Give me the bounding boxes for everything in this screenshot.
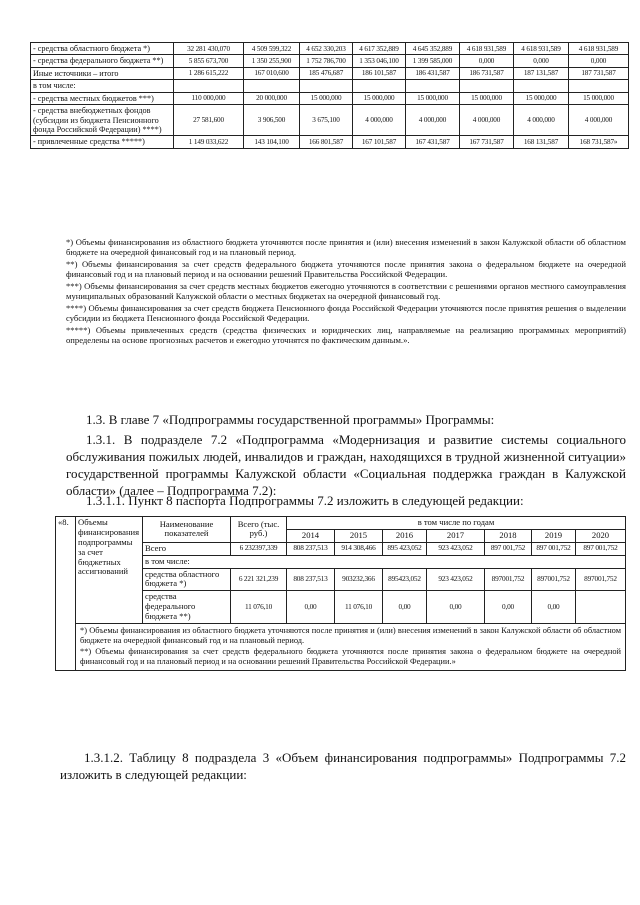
value-cell: 187 731,587 [569,67,629,79]
value-cell: 167 731,587 [460,136,514,148]
value-cell: 0,00 [287,591,335,624]
value-cell: 4 000,000 [569,105,629,136]
value-cell: 4 000,000 [460,105,514,136]
value-cell: 4 618 931,589 [460,43,514,55]
value-cell: 923 423,052 [427,542,485,555]
value-cell: 914 308,466 [335,542,383,555]
item-title: Объемы финансирования подпрограммы за счет бюджетных ассигнований [76,517,143,624]
value-cell: 903232,366 [335,568,383,591]
paragraph-1-3: 1.3. В главе 7 «Подпрограммы государственной программы» Программы: [86,412,495,427]
value-cell: 808 237,513 [287,568,335,591]
footnote: *) Объемы финансирования из областного бюджета уточняются после принятия и (или) внесения изменений в закон Калужской области об областном бюджете на очередной финансовый год и на плановый период. [66,237,626,258]
year-header: 2016 [383,529,427,542]
paragraph-1-3-1: 1.3.1. В подразделе 7.2 «Подпрограмма «Модернизация и развитие системы социального обслуживания пожилых людей, инвалидов и граждан, находящихся в трудной жизненной ситуации» государственной программы Калужской области «Социальная поддержка граждан в Калужской области» (далее – Подпрограмма 7.2): [66,432,626,498]
value-cell: 4 000,000 [514,105,569,136]
footnote: *****) Объемы привлеченных средств (средства физических и юридических лиц, направляемые на реализацию программных мероприятий) определены на основе прогнозных расчетов и ежегодно уточнятся по фактическим данным.». [66,324,626,346]
value-cell: 0,00 [383,591,427,624]
year-header: 2015 [335,529,383,542]
value-cell: 15 000,000 [406,92,460,104]
value-cell: 187 131,587 [514,67,569,79]
footnotes-block [66,237,626,347]
value-cell: 15 000,000 [300,92,353,104]
value-cell: 27 581,600 [174,105,244,136]
item-number: «8. [56,517,76,671]
value-cell: 1 149 033,622 [174,136,244,148]
value-cell: 4 000,000 [353,105,406,136]
header-name: Наименование показателей [143,517,231,543]
value-cell: 4 509 599,322 [244,43,300,55]
value-cell: 185 476,687 [300,67,353,79]
footnote: ***) Объемы финансирования за счет средств местных бюджетов ежегодно уточняются в соответствии с решениями органов местного самоуправления муниципальных образований Калужской области о местных бюджетах на очередной финансовый год. [66,280,626,302]
value-cell: 897 001,752 [485,542,532,555]
row-label: средства областного бюджета *) [143,568,231,591]
value-cell: 895 423,052 [383,542,427,555]
value-cell: 15 000,000 [460,92,514,104]
value-cell: 4 618 931,589 [569,43,629,55]
table-row [31,92,629,104]
row-label: - средства федерального бюджета **) [31,55,174,67]
value-cell [353,80,406,92]
row-label: Иные источники – итого [31,67,174,79]
value-cell: 4 617 352,889 [353,43,406,55]
value-cell: 166 801,587 [300,136,353,148]
value-cell: 4 618 931,589 [514,43,569,55]
value-cell: 1 752 786,700 [300,55,353,67]
row-label: в том числе: [31,80,174,92]
row-label: - средства областного бюджета *) [31,43,174,55]
row-label: - привлеченные средства *****) [31,136,174,148]
footnote: ****) Объемы финансирования за счет средств бюджета Пенсионного фонда Российской Федерации уточняются после принятия решения о выделении субсидии из бюджета Пенсионного фонда Российской Федерации. [66,302,626,324]
value-cell: 110 000,000 [174,92,244,104]
year-header: 2018 [485,529,532,542]
value-cell [460,80,514,92]
value-cell: 0,000 [460,55,514,67]
value-cell: 186 431,587 [406,67,460,79]
value-cell: 186 731,587 [460,67,514,79]
value-cell: 4 000,000 [406,105,460,136]
value-cell: 3 675,100 [300,105,353,136]
value-cell [174,80,244,92]
passport-item-8-table [55,516,626,671]
value-cell: 167 101,587 [353,136,406,148]
value-cell: 1 353 046,100 [353,55,406,67]
value-cell: 186 101,587 [353,67,406,79]
value-cell [244,80,300,92]
value-cell: 32 281 430,070 [174,43,244,55]
year-header: 2014 [287,529,335,542]
footnote: **) Объемы финансирования за счет средств федерального бюджета уточняются после принятия закона о федеральном бюджете на очередной финансовый год и на плановый период и на основании решений Правительства Российской Федерации.» [80,647,621,667]
value-cell: 11 076,10 [335,591,383,624]
value-cell [569,80,629,92]
value-cell: 168 131,587 [514,136,569,148]
value-cell: 5 855 673,700 [174,55,244,67]
row-label: средства федерального бюджета **) [143,591,231,624]
value-cell: 897001,752 [576,568,626,591]
value-cell: 897 001,752 [532,542,576,555]
value-cell: 20 000,000 [244,92,300,104]
table-row [31,55,629,67]
header-years: в том числе по годам [287,517,626,530]
value-cell: 4 652 330,203 [300,43,353,55]
value-cell: 143 104,100 [244,136,300,148]
value-cell: 11 076,10 [231,591,287,624]
year-header: 2020 [576,529,626,542]
value-cell: 923 423,052 [427,568,485,591]
footnote: **) Объемы финансирования за счет средств федерального бюджета уточняются после принятия закона о федеральном бюджете на очередной финансовый год и на плановый период и на основании решений Правительства Российской Федерации. [66,258,626,280]
value-cell: 0,000 [569,55,629,67]
table-row [31,136,629,148]
footnote: *) Объемы финансирования из областного бюджета уточняются после принятия и (или) внесения изменений в закон Калужской области об областном бюджете на очередной финансовый год и на плановый период. [80,625,621,645]
value-cell: 1 399 585,000 [406,55,460,67]
incl-label: в том числе: [143,555,626,568]
table-row [31,105,629,136]
header-total: Всего (тыс. руб.) [231,517,287,543]
value-cell: 0,00 [427,591,485,624]
value-cell [406,80,460,92]
year-header: 2019 [532,529,576,542]
paragraph-1-3-1-2: 1.3.1.2. Таблицу 8 подраздела 3 «Объем финансирования подпрограммы» Подпрограммы 7.2 изложить в следующей редакции: [60,750,626,782]
financing-table-continued [30,42,629,149]
row-label: Всего [143,542,231,555]
value-cell: 6 232397,339 [231,542,287,555]
value-cell: 3 906,500 [244,105,300,136]
table2-footnotes [76,623,626,670]
table-row [31,43,629,55]
value-cell: 1 350 255,900 [244,55,300,67]
value-cell: 0,00 [532,591,576,624]
value-cell [576,591,626,624]
table-row [31,80,629,92]
value-cell: 15 000,000 [514,92,569,104]
value-cell: 808 237,513 [287,542,335,555]
value-cell: 15 000,000 [353,92,406,104]
value-cell: 897001,752 [485,568,532,591]
value-cell: 897001,752 [532,568,576,591]
row-label: - средства местных бюджетов ***) [31,92,174,104]
value-cell: 167 010,600 [244,67,300,79]
paragraph-1-3-1-1: 1.3.1.1. Пункт 8 паспорта Подпрограммы 7.2 изложить в следующей редакции: [86,493,524,508]
value-cell: 0,00 [485,591,532,624]
table-row [31,67,629,79]
value-cell: 1 286 615,222 [174,67,244,79]
value-cell: 168 731,587» [569,136,629,148]
value-cell: 897 001,752 [576,542,626,555]
value-cell: 6 221 321,239 [231,568,287,591]
value-cell: 4 645 352,889 [406,43,460,55]
year-header: 2017 [427,529,485,542]
value-cell [300,80,353,92]
value-cell: 15 000,000 [569,92,629,104]
row-label: - средства внебюджетных фондов (субсидии из бюджета Пенсионного фонда Российской Федерации) ****) [31,105,174,136]
value-cell [514,80,569,92]
value-cell: 895423,052 [383,568,427,591]
value-cell: 0,000 [514,55,569,67]
value-cell: 167 431,587 [406,136,460,148]
